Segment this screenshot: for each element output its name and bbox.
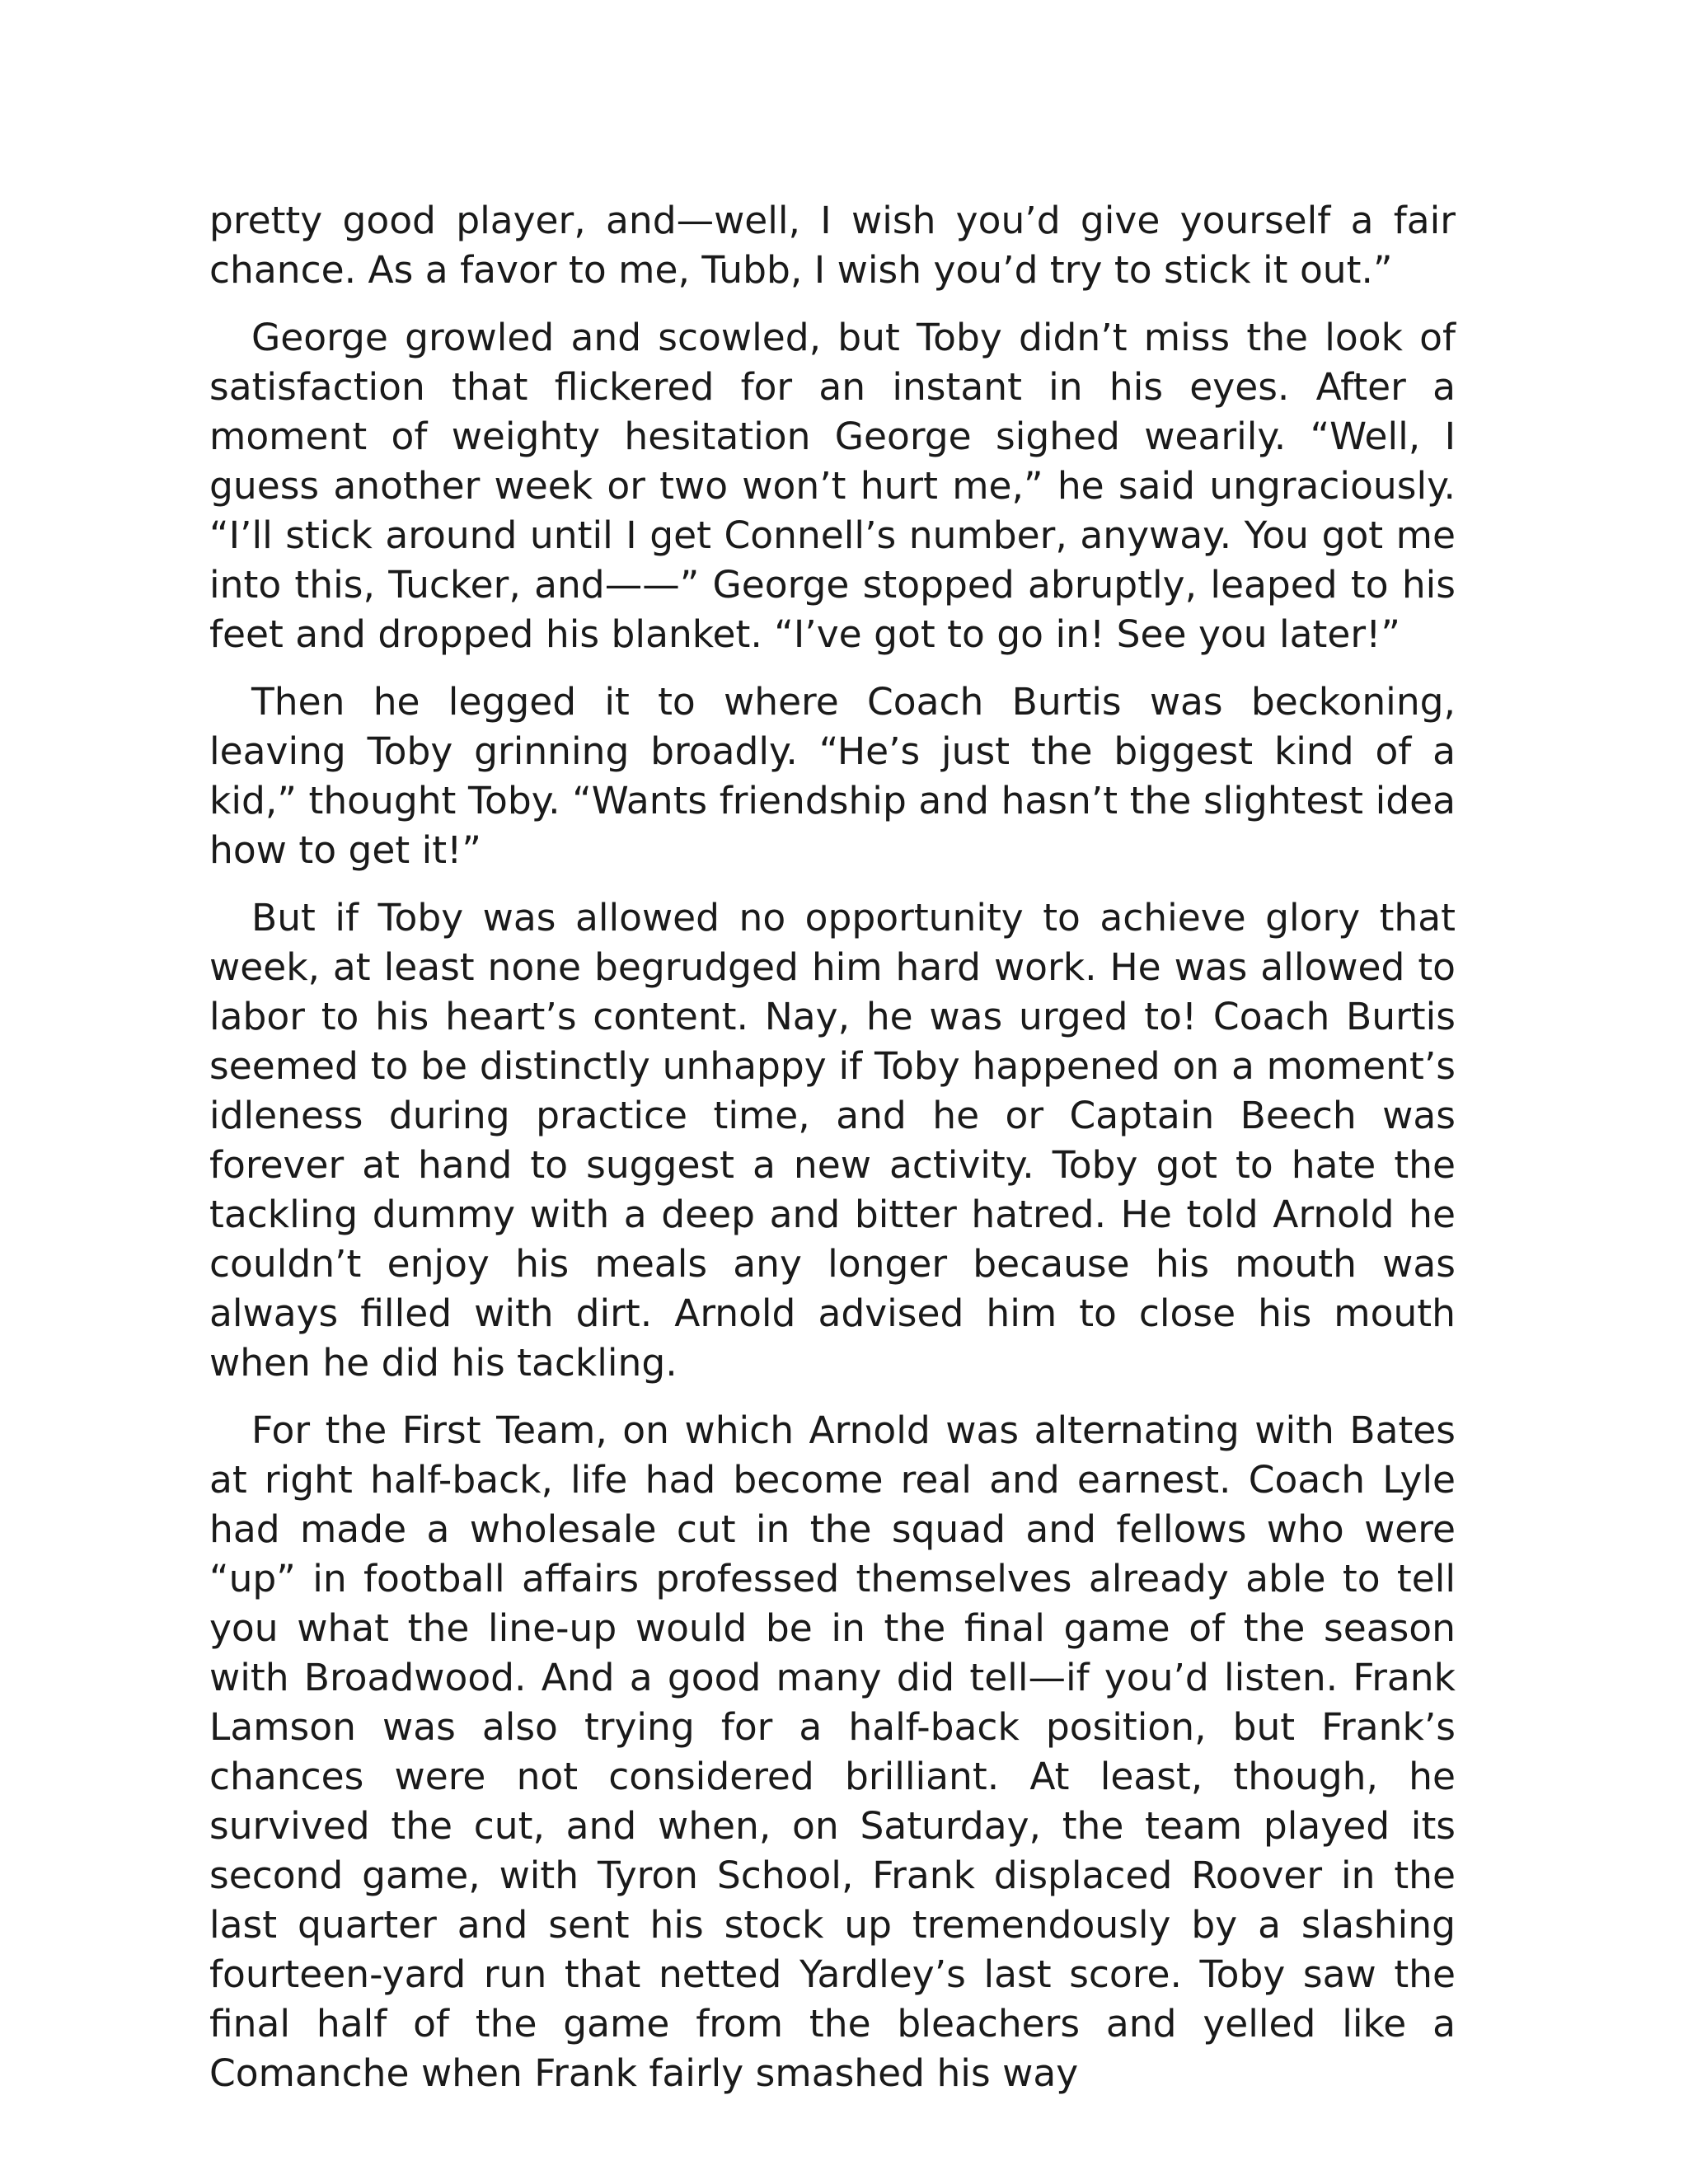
page-body bbox=[209, 196, 1456, 2116]
paragraph-3: Then he legged it to where Coach Burtis was beckoning, leaving Toby grinning broadly. “He’s just the biggest kind of a kid,” thought Toby. “Wants friendship and hasn’t the slightest idea how to get it!” bbox=[209, 680, 1456, 872]
paragraph-1: pretty good player, and—well, I wish you’d give yourself a fair chance. As a favor to me, Tubb, I wish you’d try to stick it out.” bbox=[209, 199, 1456, 292]
paragraph-2: George growled and scowled, but Toby didn’t miss the look of satisfaction that flickered for an instant in his eyes. After a moment of weighty hesitation George sighed wearily. “Well, I guess another week or two won’t hurt me,” he said ungraciously. “I’ll stick around until I get Connell’s number, anyway. You got me into this, Tucker, and——” George stopped abruptly, leaped to his feet and dropped his blanket. “I’ve got to go in! See you later!” bbox=[209, 316, 1456, 656]
paragraph-4: But if Toby was allowed no opportunity to achieve glory that week, at least none begrudged him hard work. He was allowed to labor to his heart’s content. Nay, he was urged to! Coach Burtis seemed to be distinctly unhappy if Toby happened on a moment’s idleness during practice time, and he or Captain Beech was forever at hand to suggest a new activity. Toby got to hate the tackling dummy with a deep and bitter hatred. He told Arnold he couldn’t enjoy his meals any longer because his mouth was always filled with dirt. Arnold advised him to close his mouth when he did his tackling. bbox=[209, 896, 1456, 1385]
paragraph-5: For the First Team, on which Arnold was alternating with Bates at right half-back, life had become real and earnest. Coach Lyle had made a wholesale cut in the squad and fellows who were “up” in football affairs professed themselves already able to tell you what the line-up would be in the final game of the season with Broadwood. And a good many did tell—if you’d listen. Frank Lamson was also trying for a half-back position, but Frank’s chances were not considered brilliant. At least, though, he survived the cut, and when, on Saturday, the team played its second game, with Tyron School, Frank displaced Roover in the last quarter and sent his stock up tremendously by a slashing fourteen-yard run that netted Yardley’s last score. Toby saw the final half of the game from the bleachers and yelled like a Comanche when Frank fairly smashed his way bbox=[209, 1408, 1456, 2095]
